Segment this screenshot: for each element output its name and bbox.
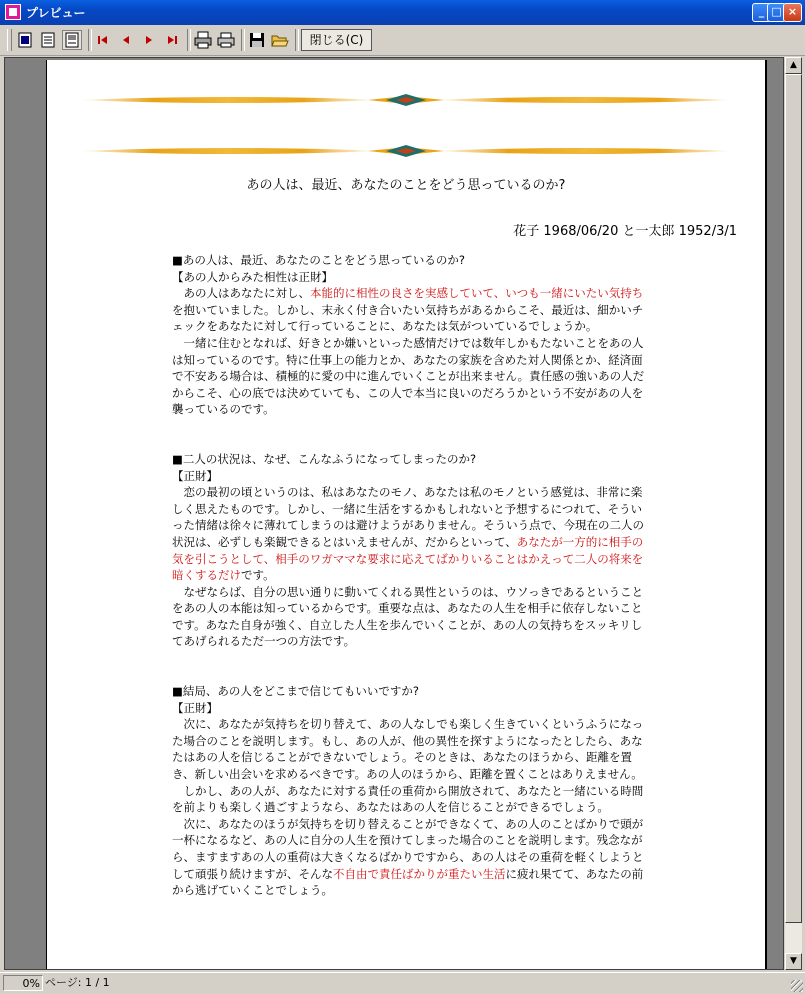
save-button[interactable]	[247, 30, 267, 50]
first-page-button[interactable]	[93, 30, 113, 50]
print-button[interactable]	[216, 30, 236, 50]
toolbar-separator	[88, 29, 92, 51]
prev-page-icon	[116, 30, 136, 50]
toolbar-separator	[187, 29, 191, 51]
paragraph: しかし、あの人が、あなたに対する責任の重荷から開放されて、あなたと一緒にいる時間を前よりも楽しく過ごすようなら、あなたはあの人を信じることができるでしょう。	[172, 783, 644, 815]
section-heading: ■結局、あの人をどこまで信じてもいいですか?	[172, 684, 419, 699]
bottom-ornament	[78, 142, 734, 160]
app-icon	[5, 4, 21, 20]
paragraph: 次に、あなたが気持ちを切り替えて、あの人なしでも楽しく生きていくというふうになった場合のことを説明します。もし、あの人が、他の異性を探すようになったとしたら、あなたはあの人を信じることができないでしょう。そのときは、あなたのほうから、距離を置き、新しい出会いを求めるべきです。あの人のほうから、距離を置くことはありえません。	[172, 717, 644, 782]
highlight-text: 不自由で責任ばかりが重たい生活	[333, 866, 506, 881]
scroll-up-button[interactable]: ▲	[785, 57, 802, 74]
prev-page-button[interactable]	[116, 30, 136, 50]
resize-grip[interactable]	[791, 980, 803, 992]
zoom-status: 0%	[3, 975, 43, 991]
top-ornament	[78, 91, 734, 109]
section-3	[172, 683, 652, 899]
page-status: ページ: 1 / 1	[45, 976, 110, 989]
paragraph: なぜならば、自分の思い通りに動いてくれる異性というのは、ウソっきであるということをあの人の本能は知っているからです。重要な点は、あなたの人生を相手に依存しないことです。あなた自身が強く、自立した人生を歩んでいくことが、あの人の気持ちをスッキリしてあげられるただ一つの方法です。	[172, 584, 644, 649]
first-page-icon	[93, 30, 113, 50]
scroll-thumb[interactable]	[785, 74, 802, 923]
single-page-button[interactable]	[15, 30, 35, 50]
next-page-icon	[139, 30, 159, 50]
last-page-icon	[162, 30, 182, 50]
status-bar	[0, 972, 805, 994]
close-button[interactable]: 閉じる(C)	[301, 29, 372, 51]
open-folder-icon	[270, 30, 290, 50]
multi-page-icon	[38, 30, 58, 50]
section-2	[172, 451, 652, 650]
paragraph: 恋の最初の頃というのは、私はあなたのモノ、あなたは私のモノという感覚は、非常に楽しく思えたものです。しかし、一緒に生活をするかもしれないと予想するにつれて、そういった情緒は徐々に薄れてしまうのは避けようがありません。そういう点で、今現在の二人の状況は、必ずしも楽観できるとはいえませんが、だからといって、あなたが一方的に相手の気を引こうとして、相手のワガママな要求に応えてばかりいることはかえって二人の将来を暗くするだけです。	[172, 485, 644, 583]
toolbar	[0, 25, 805, 56]
single-page-icon	[15, 30, 35, 50]
paragraph: 次に、あなたのほうが気持ちを切り替えることができなくて、あの人のことばかりで頭が一杯になるなど、あの人に自分の人生を預けてしまった場合のことを説明します。残念ながら、ますますあの人の重荷は大きくなるばかりですから、あの人はその重荷を軽くしようとして頑張り続けますが、そんな不自由で責任ばかりが重たい生活に疲れ果てて、あなたの前から逃げていくことでしょう。	[172, 816, 644, 898]
scroll-down-button[interactable]: ▼	[785, 953, 802, 970]
minimize-button[interactable]: _	[752, 3, 771, 22]
paragraph: 一緒に住むとなれば、好きとか嫌いといった感情だけでは数年しかもたないことをあの人は知っているのです。特に仕事上の能力とか、あなたの家族を含めた対人関係とか、経済面で不安ある場合は、積極的に愛の中に進んでいくことが出来ません。責任感の強いあの人だからこそ、心の底では決めていても、この人で本当に良いのだろうかという不安があの人を襲っているのです。	[172, 335, 645, 417]
window-title: プレビュー	[26, 6, 86, 20]
toolbar-separator	[241, 29, 245, 51]
next-page-button[interactable]	[139, 30, 159, 50]
print-setup-button[interactable]	[193, 30, 213, 50]
paragraph: あの人はあなたに対し、本能的に相性の良さを実感していて、いつも一緒にいたい気持ちを抱いていました。しかし、末永く付き合いたい気持ちがあるからこそ、最近は、細かいチェックをあなたに対して行っていることに、あなたは気がついているでしょうか。	[172, 286, 644, 334]
preview-page	[46, 60, 767, 970]
document-title: あの人は、最近、あなたのことをどう思っているのか?	[246, 178, 566, 193]
save-icon	[247, 30, 267, 50]
open-folder-button[interactable]	[270, 30, 290, 50]
page-setup-button[interactable]	[62, 30, 82, 50]
birthdate-names: 花子 1968/06/20 と一太郎 1952/3/1	[513, 224, 737, 239]
print-setup-icon	[193, 30, 213, 50]
print-icon	[216, 30, 236, 50]
section-heading: ■あの人は、最近、あなたのことをどう思っているのか?	[172, 253, 465, 267]
multi-page-button[interactable]	[38, 30, 58, 50]
vertical-scrollbar[interactable]	[785, 57, 802, 970]
section-heading: ■二人の状況は、なぜ、こんなふうになってしまったのか?	[172, 451, 477, 466]
section-1	[172, 252, 652, 418]
section-subheading: 【正財】	[172, 700, 218, 715]
title-bar[interactable]	[0, 0, 805, 26]
highlight-text: あなたが一方的に相手の気を引こうとして、相手のワガママな要求に応えてばかりいることはかえって二人の将来を暗くするだけ	[172, 534, 644, 583]
page-setup-icon	[63, 31, 81, 49]
toolbar-grip[interactable]	[7, 29, 12, 51]
toolbar-separator	[295, 29, 299, 51]
section-subheading: 【正財】	[172, 468, 218, 483]
maximize-button[interactable]: □	[767, 3, 786, 22]
close-window-button[interactable]: ×	[783, 3, 802, 22]
section-subheading: 【あの人からみた相性は正財】	[172, 269, 333, 284]
preview-viewport[interactable]	[4, 57, 784, 970]
document-body	[172, 252, 652, 932]
last-page-button[interactable]	[162, 30, 182, 50]
highlight-text: 本能的に相性の良さを実感していて、いつも一緒にいたい気持ち	[310, 286, 644, 301]
